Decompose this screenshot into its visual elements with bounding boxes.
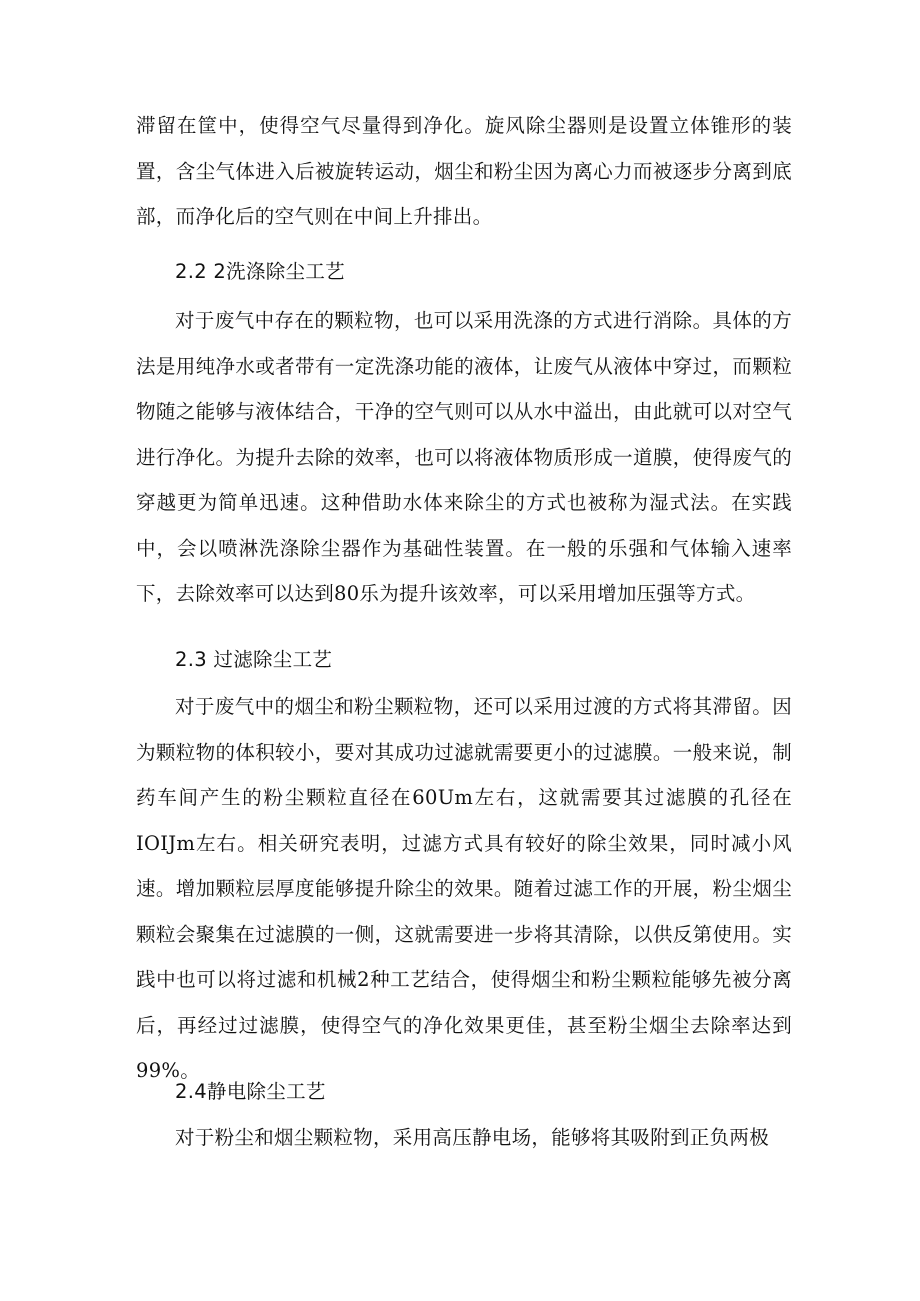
section-heading-2-2: 2.2 2洗涤除尘工艺 — [175, 260, 345, 283]
body-paragraph: 对于粉尘和烟尘颗粒物，采用高压静电场，能够将其吸附到正负两极 — [175, 1126, 770, 1149]
body-paragraph: 滞留在筐中，使得空气尽量得到净化。旋风除尘器则是设置立体锥形的装置，含尘气体进入后被旋转运动，烟尘和粉尘因为离心力而被逐步分离到底部，而净化后的空气则在中间上升排出。 — [136, 114, 792, 228]
section-heading-2-4: 2.4静电除尘工艺 — [175, 1080, 326, 1103]
section-heading-2-3: 2.3 过滤除尘工艺 — [175, 648, 333, 671]
body-paragraph: 对于废气中的烟尘和粉尘颗粒物，还可以采用过渡的方式将其滞留。因为颗粒物的体积较小，要对其成功过滤就需要更小的过滤膜。一般来说，制药车间产生的粉尘颗粒直径在60Um左右，这就需要其过滤膜的孔径在IOIJm左右。相关研究表明，过滤方式具有较好的除尘效果，同时减小风速。增加颗粒层厚度能够提升除尘的效果。随着过滤工作的开展，粉尘烟尘颗粒会聚集在过滤膜的一侧，这就需要进一步将其清除，以供反第使用。实践中也可以将过滤和机械2种工艺结合，使得烟尘和粉尘颗粒能够先被分离后，再经过过滤膜，使得空气的净化效果更佳，甚至粉尘烟尘去除率达到99%。 — [136, 695, 792, 1082]
body-paragraph: 对于废气中存在的颗粒物，也可以采用洗涤的方式进行消除。具体的方法是用纯净水或者带有一定洗涤功能的液体，让废气从液体中穿过，而颗粒物随之能够与液体结合，干净的空气则可以从水中溢出，由此就可以对空气进行净化。为提升去除的效率，也可以将液体物质形成一道膜，使得废气的穿越更为简单迅速。这种借助水体来除尘的方式也被称为湿式法。在实践中，会以喷淋洗涤除尘器作为基础性装置。在一般的乐强和气体输入速率下，去除效率可以达到80乐为提升该效率，可以采用增加压强等方式。 — [136, 309, 792, 605]
